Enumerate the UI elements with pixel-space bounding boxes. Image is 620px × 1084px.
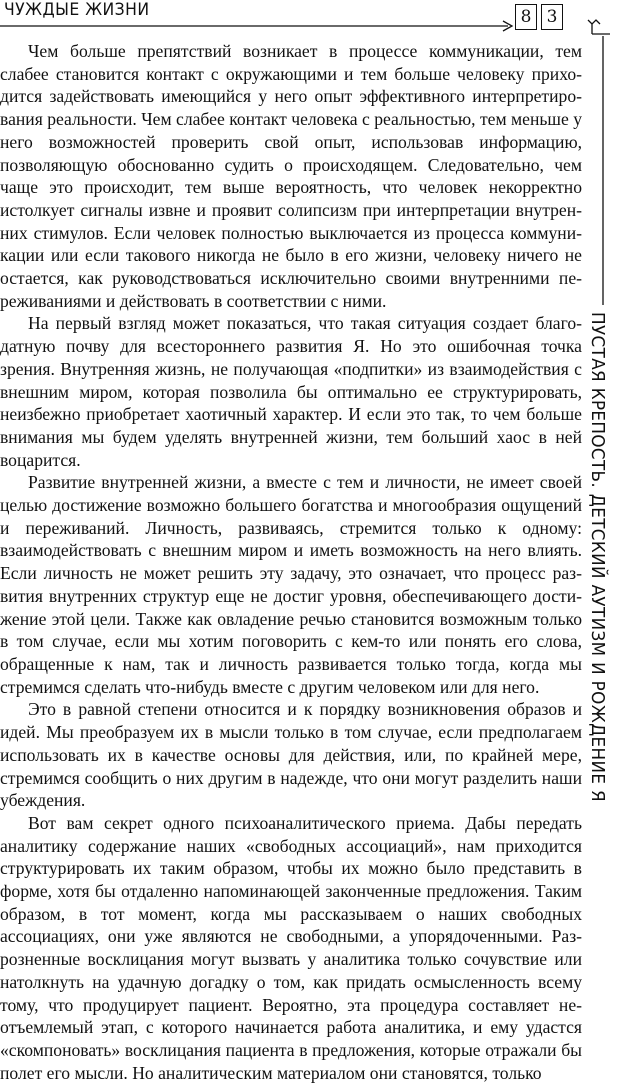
page-number-digit: 8 bbox=[515, 4, 537, 30]
paragraph: Это в равной степени относится и к порядку возникновения образов и идей. Мы преобразуем их в мысли только в том случае, если предполагаем использовать их в качестве основы для действия, или, по крайней мере, стремимся сообщить о них другим в надежде, что они могут разделить наши убеждения. bbox=[0, 699, 582, 811]
paragraph: Развитие внутренней жизни, а вместе с тем и личности, не имеет своей целью достижение возможно большего богатства и многообразия ощущений и переживаний. Личность, развиваясь, стремится только к одному: взаимодействовать с внешним миром и иметь возможность на него влиять. Если личность не может решить эту задачу, это означает, что процесс развития внутренних структур еще не достиг уровня, обеспечивающего достижение этой цели. Также как овладение речью становится возможным только в том случае, если мы хотим поговорить с кем-то или понять его слова, обращенные к нам, так и личность развивается только тогда, когда мы стремимся сделать что-нибудь вместе с другим человеком или для него. bbox=[0, 472, 582, 697]
paragraph: На первый взгляд может показаться, что такая ситуация создает благодатную почву для всестороннего развития Я. Но это ошибочная точка зрения. Внутренняя жизнь, не получающая «подпитки» из взаимодействия с внешним миром, которая позволила бы оптимально ее структурировать, неизбежно приобретает хаотичный характер. И если это так, то чем больше внимания мы будем уделять внутренней жизни, тем больший хаос в ней воцарится. bbox=[0, 313, 582, 470]
page-number-digit: 3 bbox=[541, 4, 563, 30]
running-title: ЧУЖДЫЕ ЖИЗНИ bbox=[4, 0, 150, 20]
side-book-title-text: ПУСТАЯ КРЕПОСТЬ. ДЕТСКИЙ АУТИЗМ И РОЖДЕНИЕ Я bbox=[587, 312, 608, 802]
paragraph: Вот вам секрет одного психоаналитического приема. Дабы передать аналитику содержание наших «свободных ассоциаций», нам приходится структурировать их таким образом, чтобы их можно было представить в форме, хотя бы отдаленно напоминающей законченные предложения. Таким образом, в тот момент, когда мы рассказываем о наших свободных ассоциациях, они уже являются не свободными, а упорядоченными. Разрозненные восклицания могут вызвать у аналитика только сочувствие или натолкнуть на удачную догадку о том, как придать осмысленность всему тому, что продуцирует пациент. Вероятно, эта процедура составляет неотъемлемый этап, с которого начинается работа аналитика, и ему удастся «скомпоновать» восклицания пациента в предложения, которые отражали бы полет его мысли. Но аналитическим материалом они становятся, только bbox=[0, 812, 582, 1083]
side-book-title bbox=[583, 312, 613, 1002]
paragraph: Чем больше препятствий возникает в процессе коммуникации, тем слабее становится контакт с окружающими и тем больше человеку приходится задействовать имеющийся у него опыт эффективного интерпретирования реальности. Чем слабее контакт человека с реальностью, тем меньше у него возможностей проверить свой опыт, использовав информацию, позволяющую обоснованно судить о происходящем. Следовательно, чем чаще это происходит, тем выше вероятность, что человек некорректно истолкует сигналы извне и проявит солипсизм при интерпретации внутренних стимулов. Если человек полностью выключается из процесса коммуникации или если такового никогда не было в его жизни, человеку ничего не остается, как руководствоваться исключительно своими внутренними переживаниями и действовать в соответствии с ними. bbox=[0, 41, 582, 311]
body-text bbox=[0, 40, 582, 1084]
